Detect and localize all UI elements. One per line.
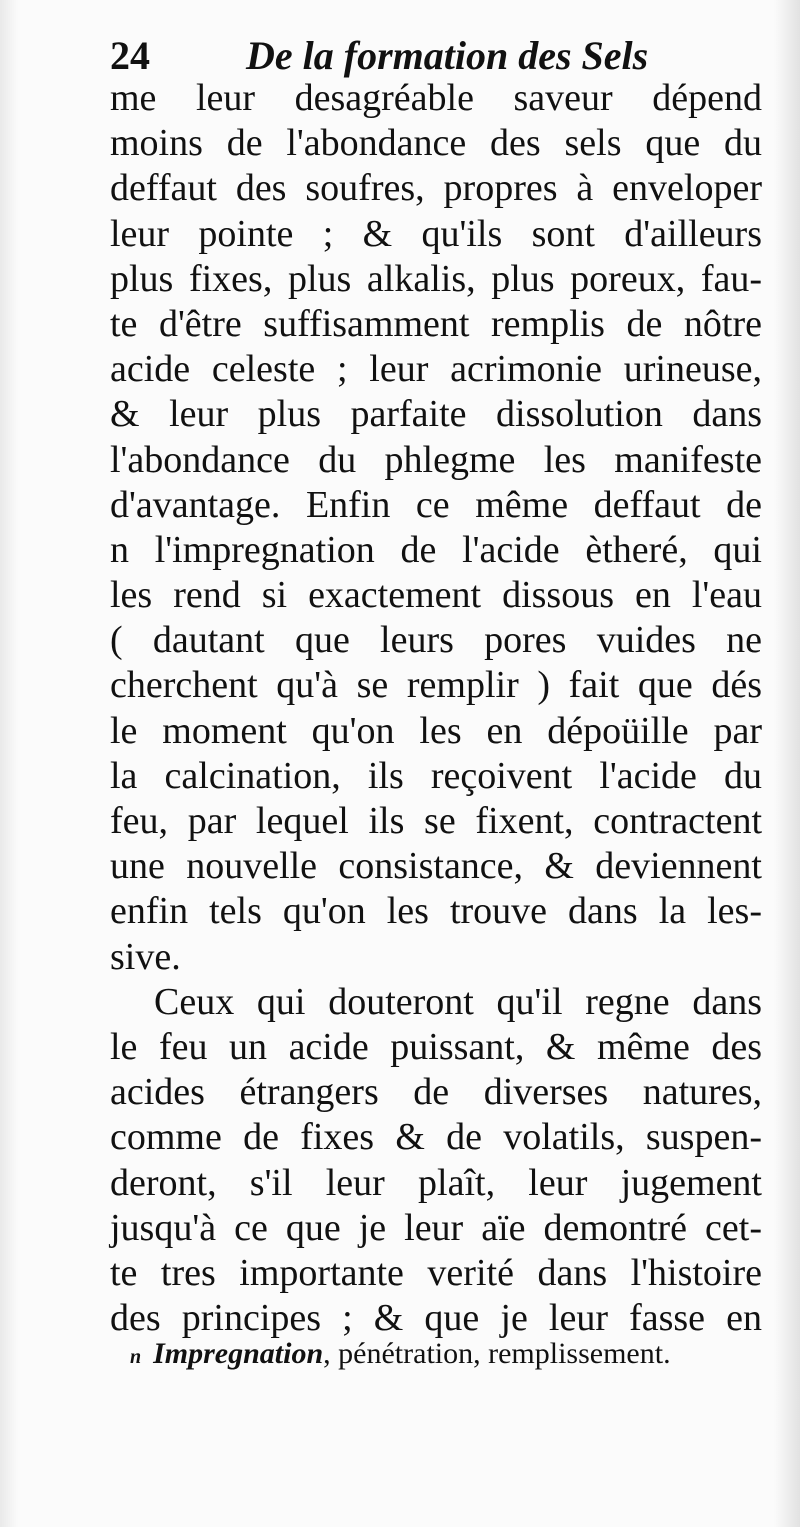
body-text (110, 76, 762, 1341)
text-line: une nouvelle consistance, & deviennent (110, 845, 762, 888)
text-line: les rend si exactement dissous en l'eau (110, 574, 762, 617)
text-line: sive. (110, 935, 181, 978)
text-line: cherchent qu'à se remplir ) fait que dés (110, 664, 762, 707)
page-header (110, 30, 760, 82)
text-line: deront, s'il leur plaît, leur jugement (110, 1161, 762, 1204)
text-line: acides étrangers de diverses natures, (110, 1071, 762, 1114)
text-line: d'avantage. Enfin ce même deffaut de (110, 483, 762, 526)
text-line: me leur desagréable saveur dépend (110, 77, 762, 119)
text-line: & leur plus parfaite dissolution dans (110, 393, 762, 436)
text-line: feu, par lequel ils se fixent, contractent (110, 800, 762, 842)
text-line: le moment qu'on les en dépoüille par (110, 709, 762, 752)
text-line: l'abondance du phlegme les manifeste (110, 438, 762, 481)
footnote-marker: n (130, 1346, 142, 1368)
footnote-definition: , pénétration, remplissement. (323, 1337, 671, 1370)
text-line: deffaut des soufres, propres à enveloper (110, 167, 762, 210)
text-line: la calcination, ils reçoivent l'acide du (110, 754, 762, 797)
text-line: leur pointe ; & qu'ils sont d'ailleurs (110, 212, 762, 255)
text-line: plus fixes, plus alkalis, plus poreux, fau- (110, 257, 762, 300)
text-line: te d'être suffisamment remplis de nôtre (110, 302, 762, 345)
running-head: De la formation des Sels (246, 33, 649, 78)
text-line: comme de fixes & de volatils, suspen- (110, 1116, 762, 1159)
text-line: enfin tels qu'on les trouve dans la les- (110, 890, 762, 933)
footnote-term: Impregnation (153, 1337, 324, 1370)
footnote (130, 1336, 760, 1375)
text-line: te tres importante verité dans l'histoire (110, 1251, 762, 1294)
text-line: moins de l'abondance des sels que du (110, 122, 762, 165)
page-number: 24 (110, 33, 150, 78)
text-line: des principes ; & que je leur fasse en (110, 1297, 762, 1340)
paragraph-start-line: Ceux qui douteront qu'il regne dans (154, 980, 762, 1023)
text-line: n l'impregnation de l'acide ètheré, qui (110, 528, 762, 571)
text-line: ( dautant que leurs pores vuides ne (110, 619, 762, 662)
text-line: le feu un acide puissant, & même des (110, 1025, 762, 1068)
text-line: acide celeste ; leur acrimonie urineuse, (110, 348, 762, 391)
text-line: jusqu'à ce que je leur aïe demontré cet- (110, 1206, 762, 1249)
